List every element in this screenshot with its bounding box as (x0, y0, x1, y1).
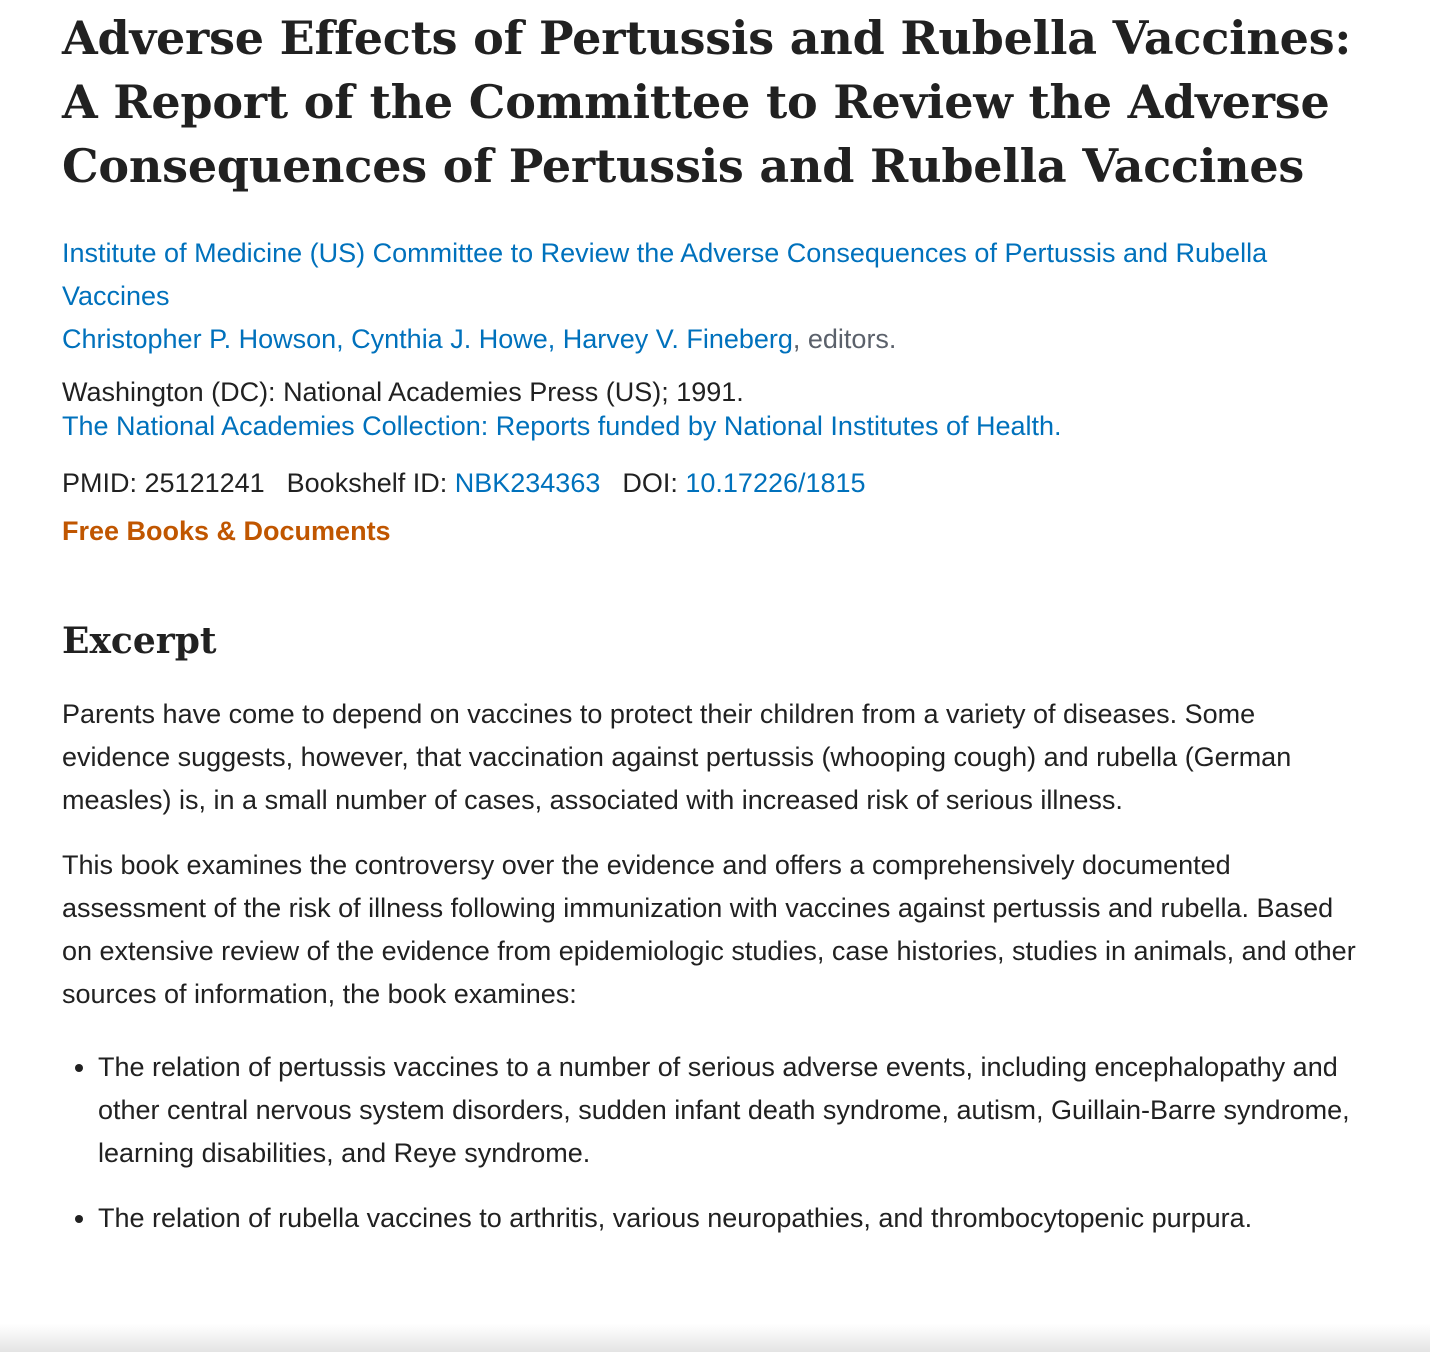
bottom-edge-shadow (0, 1324, 1430, 1352)
list-item: • The relation of pertussis vaccines to a number of serious adverse events, including encephalopathy and other central nervous system disorders, sudden infant death syndrome, autism, Guillain-Barre syndrome, learning disabilities, and Reye syndrome. (98, 1046, 1362, 1175)
publication-info (62, 375, 1382, 443)
free-books-badge: Free Books & Documents (62, 516, 391, 546)
bookshelf-label: Bookshelf ID: (286, 468, 455, 498)
editor-link[interactable]: Harvey V. Fineberg (562, 324, 793, 354)
author-list (62, 232, 1382, 361)
author-separator: , (336, 324, 352, 354)
page-title: Adverse Effects of Pertussis and Rubella Vaccines: A Report of the Committee to Review the Adverse Consequences of Pertussis and Rubella Vaccines (62, 11, 1352, 193)
editor-link[interactable]: Christopher P. Howson (62, 324, 337, 354)
doi-label: DOI: (622, 468, 686, 498)
editor-link[interactable]: Cynthia J. Howe (351, 324, 548, 354)
author-separator: , (547, 324, 563, 354)
excerpt-paragraph: This book examines the controversy over the evidence and offers a comprehensively documented assessment of the risk of illness following immunization with vaccines against pertussis and rubella. Based on extensive review of the evidence from epidemiologic studies, case histories, studies in animals, and other sources of information, the book examines: (62, 850, 1356, 1009)
committee-author-link[interactable]: Institute of Medicine (US) Committee to Review the Adverse Consequences of Pertussis and Rubella Vaccines (62, 238, 1268, 311)
article-page (62, 0, 1382, 1262)
list-item: • The relation of rubella vaccines to arthritis, various neuropathies, and thrombocytopenic purpura. (98, 1197, 1362, 1240)
excerpt-heading: Excerpt (62, 620, 217, 662)
editors-suffix: , editors. (792, 324, 897, 354)
bookshelf-id-link[interactable]: NBK234363 (454, 468, 601, 498)
identifiers (62, 465, 1382, 501)
excerpt-bullet-list (62, 1046, 1362, 1240)
pmid-value: 25121241 (144, 468, 265, 498)
doi-link[interactable]: 10.17226/1815 (685, 468, 866, 498)
imprint: Washington (DC): National Academies Press (US); 1991. (62, 377, 744, 407)
pmid-label: PMID: (62, 468, 145, 498)
collection-link[interactable]: The National Academies Collection: Reports funded by National Institutes of Health. (62, 411, 1062, 441)
excerpt-paragraph: Parents have come to depend on vaccines to protect their children from a variety of diseases. Some evidence suggests, however, that vaccination against pertussis (whooping cough) and rubella (German measles) is, in a small number of cases, associated with increased risk of serious illness. (62, 699, 1292, 815)
